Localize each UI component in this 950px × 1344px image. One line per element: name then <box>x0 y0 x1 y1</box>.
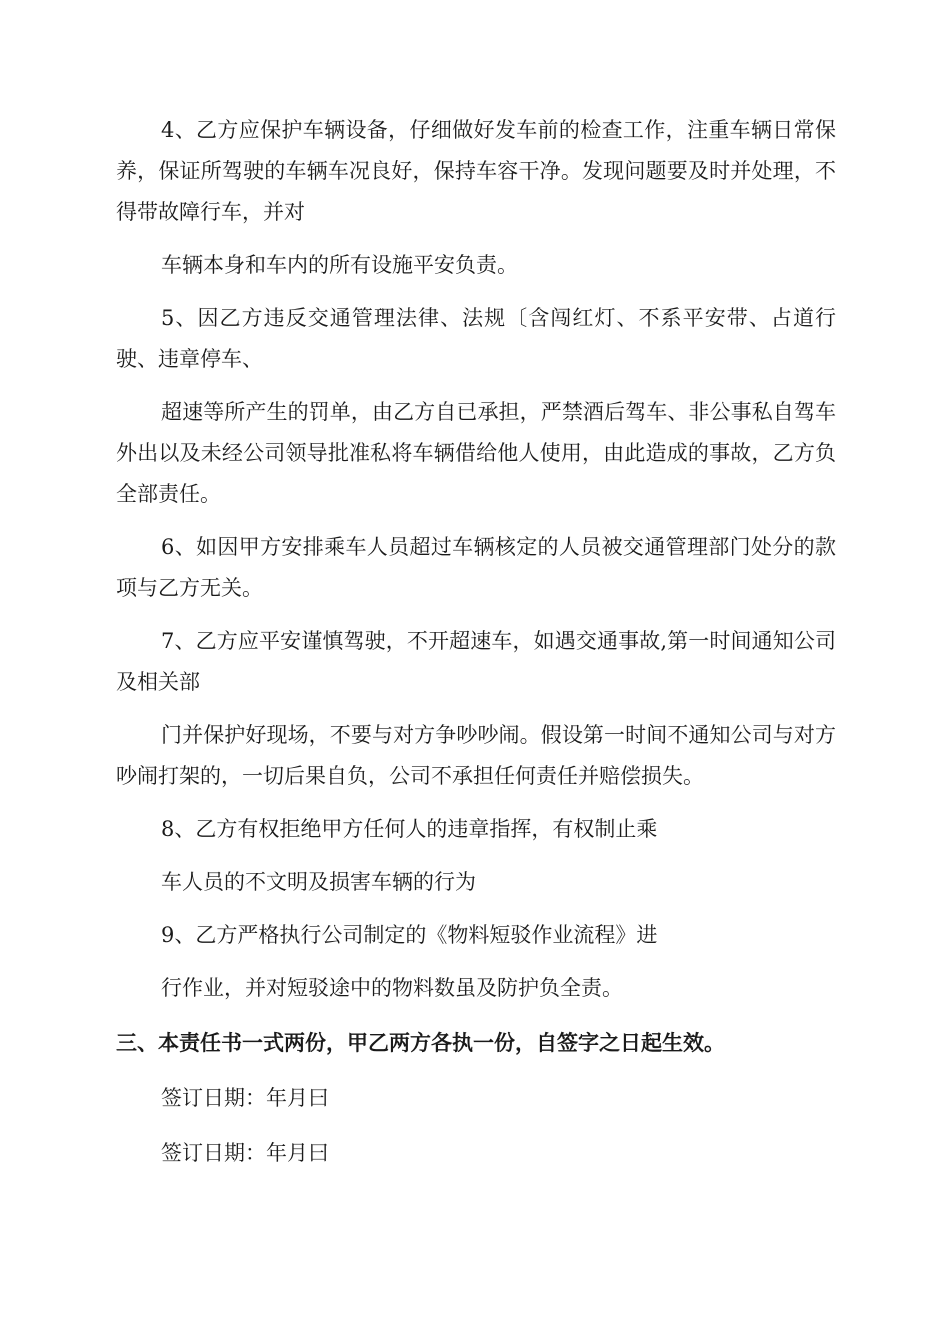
clause-8-continued-paragraph: 车人员的不文明及损害车辆的行为 <box>161 870 476 894</box>
section-heading: 三、本责任书一式两份，甲乙两方各执一份，自签字之日起生效。 <box>116 1031 725 1055</box>
clause-4-paragraph: 4、乙方应保护车辆设备，仔细做好发车前的检查工作，注重车辆日常保养，保证所驾驶的车辆车况良好，保持车容干净。发现问题要及时并处理，不得带故障行车，并对 <box>116 118 836 224</box>
sign-date-second: 签订日期：年月曰 <box>161 1141 329 1165</box>
clause-4-continued-paragraph: 车辆本身和车内的所有设施平安负责。 <box>161 253 518 277</box>
sign-date-first: 签订日期：年月曰 <box>161 1086 329 1110</box>
clause-9-paragraph: 9、乙方严格执行公司制定的《物料短驳作业流程》进 <box>161 923 658 947</box>
clause-7-continued-paragraph: 门并保护好现场，不要与对方争吵吵闹。假设第一时间不通知公司与对方吵闹打架的，一切后果自负，公司不承担任何责任并赔偿损失。 <box>116 723 836 788</box>
clause-7-paragraph: 7、乙方应平安谨慎驾驶，不开超速车，如遇交通事故,第一时间通知公司及相关部 <box>116 629 836 694</box>
clause-5-paragraph: 5、因乙方违反交通管理法律、法规〔含闯红灯、不系平安带、占道行驶、违章停车、 <box>116 306 836 371</box>
clause-6-paragraph: 6、如因甲方安排乘车人员超过车辆核定的人员被交通管理部门处分的款项与乙方无关。 <box>116 535 836 600</box>
clause-5-continued-paragraph: 超速等所产生的罚单，由乙方自已承担，严禁酒后驾车、非公事私自驾车外出以及未经公司领导批准私将车辆借给他人使用，由此造成的事故，乙方负全部责任。 <box>116 400 836 506</box>
clause-9-continued-paragraph: 行作业，并对短驳途中的物料数虽及防护负全责。 <box>161 976 623 1000</box>
document-body <box>116 110 836 1174</box>
clause-8-paragraph: 8、乙方有权拒绝甲方任何人的违章指挥，有权制止乘 <box>161 817 658 841</box>
